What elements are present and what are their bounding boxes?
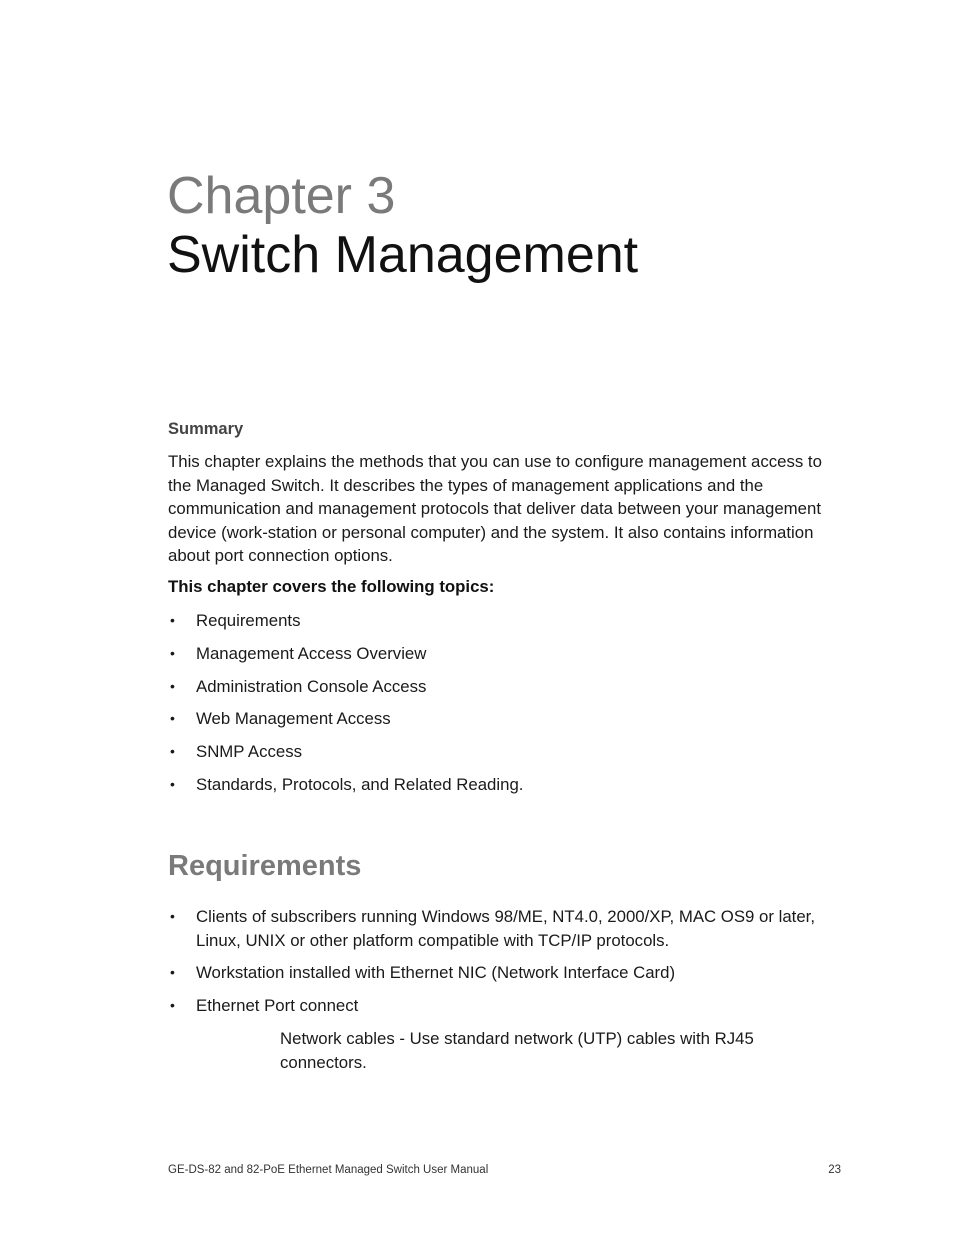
list-item [168, 905, 838, 952]
bullet-icon: • [170, 612, 175, 628]
topic-text: Management Access Overview [196, 643, 427, 663]
chapter-title: Switch Management [167, 226, 639, 284]
list-item [168, 642, 838, 666]
bullet-icon: • [170, 710, 175, 727]
topic-text: Web Management Access [196, 709, 391, 729]
requirement-text: Clients of subscribers running Windows 98/ME, NT4.0, 2000/XP, MAC OS9 or later, Linux, UNIX or other platform compatible with TCP/IP protocols. [196, 907, 816, 950]
summary-paragraph: This chapter explains the methods that you can use to configure management access to the Managed Switch. It describes the types of management applications and the communication and management protocols that deliver data between your management device (work-station or personal computer) and the system. It also contains information about port connection options. [168, 452, 822, 566]
bullet-icon: • [170, 644, 175, 661]
list-item [168, 707, 838, 731]
bullet-icon: • [170, 964, 175, 981]
footer-manual-title: GE-DS-82 and 82-PoE Ethernet Managed Switch User Manual [168, 1164, 489, 1176]
topic-text: Administration Console Access [196, 676, 427, 696]
chapter-number: Chapter 3 [167, 167, 396, 225]
footer-page-number: 23 [828, 1164, 841, 1176]
list-item [168, 773, 838, 797]
topics-list [168, 609, 838, 806]
topic-text: SNMP Access [196, 742, 303, 762]
summary-heading: Summary [168, 420, 244, 438]
list-item [168, 609, 838, 633]
list-item [168, 961, 838, 985]
requirements-heading: Requirements [168, 850, 362, 882]
bullet-icon: • [170, 996, 175, 1013]
bullet-icon: • [170, 743, 175, 760]
list-item [168, 994, 838, 1018]
bullet-icon: • [170, 775, 175, 792]
list-item [168, 740, 838, 764]
requirement-text: Workstation installed with Ethernet NIC (Network Interface Card) [196, 963, 676, 983]
list-item [168, 675, 838, 699]
bullet-icon: • [170, 908, 175, 924]
bullet-icon: • [170, 677, 175, 694]
requirements-list [168, 905, 838, 1026]
topic-text: Requirements [196, 611, 301, 630]
requirement-text: Ethernet Port connect [196, 995, 359, 1015]
topics-heading: This chapter covers the following topics: [168, 577, 495, 596]
topic-text: Standards, Protocols, and Related Reading. [196, 774, 524, 794]
network-cables-note: Network cables - Use standard network (UTP) cables with RJ45 connectors. [280, 1029, 754, 1072]
